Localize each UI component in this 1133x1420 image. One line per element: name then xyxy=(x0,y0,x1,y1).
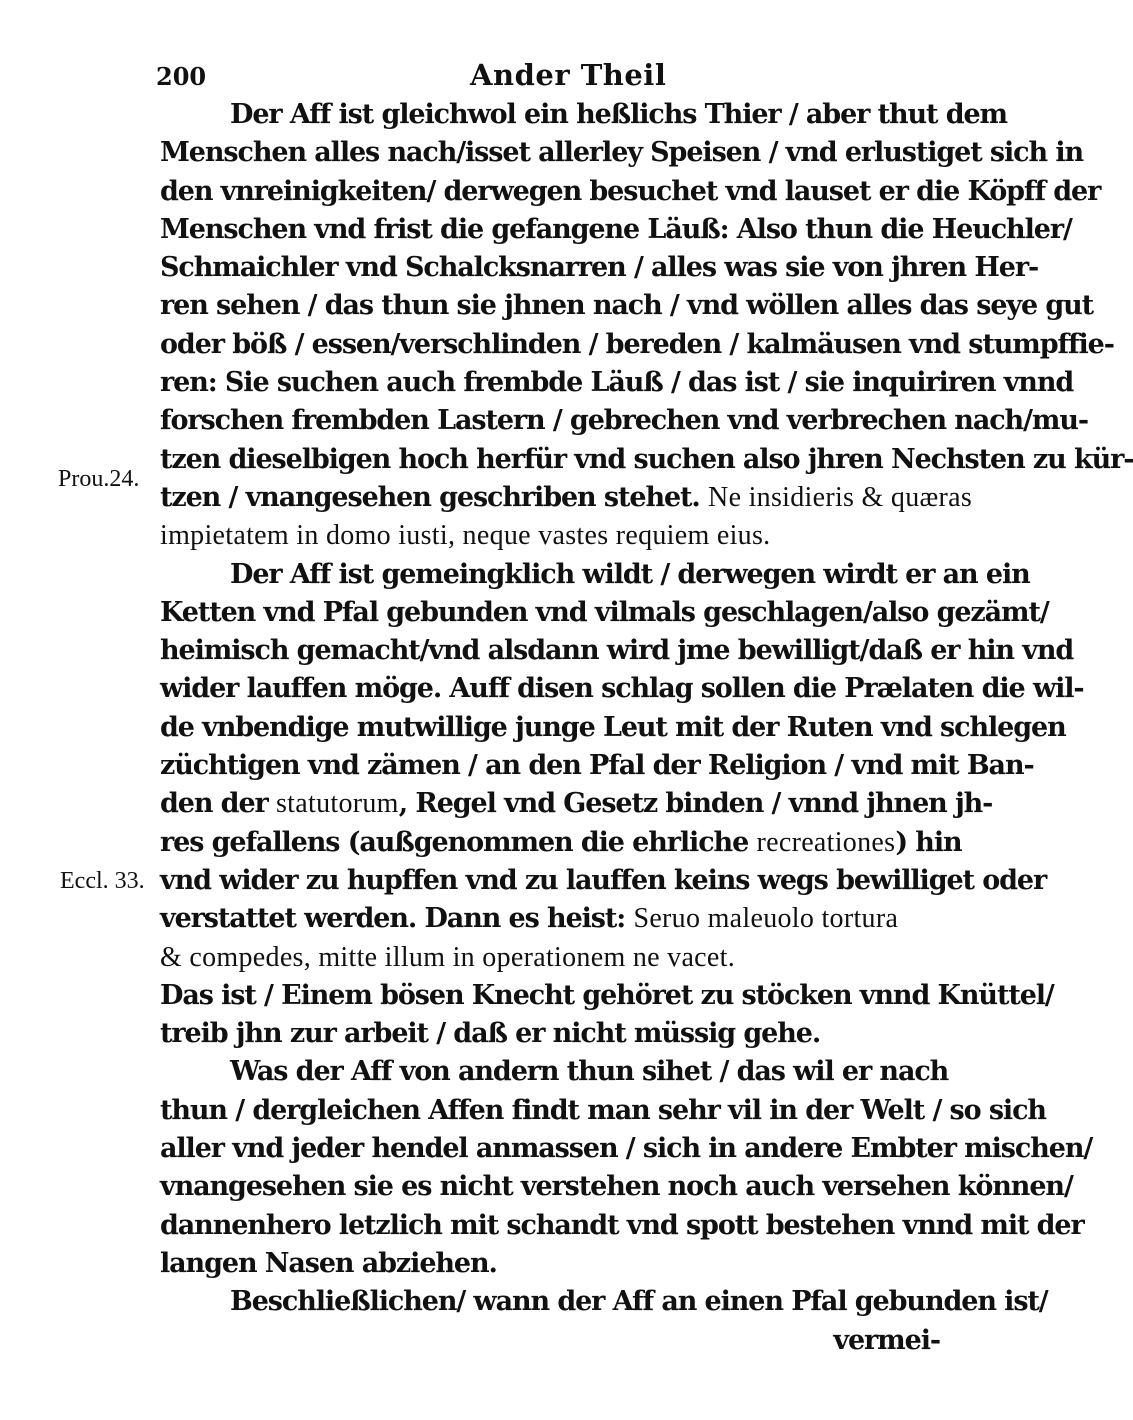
margin-note-ecclesiasticus: Eccl. 33. xyxy=(60,868,145,894)
latin-term: recreationes xyxy=(756,826,896,858)
text-line: forschen frembden Lastern / gebrechen vnd verbrechen nach/mu- xyxy=(160,405,1088,437)
text-line: de vnbendige mutwillige junge Leut mit der Ruten vnd schlegen xyxy=(160,711,1066,743)
text-line: thun / dergleichen Affen findt man sehr vil in der Welt / so sich xyxy=(160,1094,1046,1126)
latin-quotation: & compedes, mitte illum in operationem ne vacet. xyxy=(160,941,736,973)
text-line: aller vnd jeder hendel anmassen / sich in andere Embter mischen/ xyxy=(160,1133,1093,1165)
text-line: heimisch gemacht/vnd alsdann wird jme bewilligt/daß er hin vnd xyxy=(160,635,1074,667)
text-line: tzen dieselbigen hoch herfür vnd suchen also jhren Nechsten zu kür- xyxy=(160,443,1133,475)
text-line: Das ist / Einem bösen Knecht gehöret zu stöcken vnnd Knüttel/ xyxy=(160,979,1054,1011)
text-line: den vnreinigkeiten/ derwegen besuchet vnd lauset er die Köpff der xyxy=(160,175,1101,207)
text-line: wider lauffen möge. Auff disen schlag sollen die Prælaten die wil- xyxy=(160,673,1084,705)
text-line: Der Aff ist gemeingklich wildt / derwegen wirdt er an ein xyxy=(230,558,1030,590)
body-text xyxy=(160,96,1133,1360)
text-line: Der Aff ist gleichwol ein heßlichs Thier / aber thut dem xyxy=(230,99,1008,130)
text-line: züchtigen vnd zämen / an den Pfal der Religion / vnd mit Ban- xyxy=(160,750,1034,782)
text-line: verstattet werden. Dann es heist: Seruo maleuolo tortura xyxy=(160,903,899,935)
text-line: Menschen alles nach/isset allerley Speisen / vnd erlustiget sich in xyxy=(160,137,1084,169)
text-line: ren: Sie suchen auch frembde Läuß / das ist / sie inquiriren vnnd xyxy=(160,367,1074,399)
text-line: Schmaichler vnd Schalcksnarren / alles was sie von jhren Her- xyxy=(160,252,1039,284)
latin-quotation: impietatem in domo iusti, neque vastes requiem eius. xyxy=(160,520,771,552)
text-line: tzen / vnangesehen geschriben stehet. Ne insidieris & quæras xyxy=(160,481,973,513)
margin-note-proverbs: Prou.24. xyxy=(58,466,140,492)
text-line: den der statutorum, Regel vnd Gesetz binden / vnnd jhnen jh- xyxy=(160,788,993,820)
text-line: langen Nasen abziehen. xyxy=(160,1247,497,1279)
text-line xyxy=(160,939,950,977)
latin-term: statutorum xyxy=(275,788,399,820)
text-line: vnd wider zu hupffen vnd zu lauffen keins wegs bewilliget oder xyxy=(160,864,1047,896)
running-head: Ander Theil xyxy=(470,58,667,92)
text-line: vnangesehen sie es nicht verstehen noch auch versehen können/ xyxy=(160,1171,1073,1203)
text-line: res gefallens (außgenommen die ehrliche recreationes) hin xyxy=(160,826,962,858)
text-line: Beschließlichen/ wann der Aff an einen Pfal gebunden ist/ xyxy=(230,1286,1048,1318)
catchword: vermei- xyxy=(833,1324,940,1356)
page-header xyxy=(150,52,950,96)
text-line: dannenhero letzlich mit schandt vnd spott bestehen vnnd mit der xyxy=(160,1209,1084,1241)
text-line: ren sehen / das thun sie jhnen nach / vnd wöllen alles das seye gut xyxy=(160,290,1094,322)
latin-quotation: Ne insidieris & quæras xyxy=(708,481,973,513)
text-line: Ketten vnd Pfal gebunden vnd vilmals geschlagen/also gezämt/ xyxy=(160,596,1049,628)
text-line: oder böß / essen/verschlinden / bereden / kalmäusen vnd stumpffie- xyxy=(160,328,1114,360)
latin-quotation: Seruo maleuolo tortura xyxy=(633,903,899,935)
text-line: Was der Aff von andern thun sihet / das wil er nach xyxy=(230,1056,949,1088)
text-line: treib jhn zur arbeit / daß er nicht müssig gehe. xyxy=(160,1018,821,1050)
text-line: Menschen vnd frist die gefangene Läuß: Also thun die Heuchler/ xyxy=(160,213,1072,245)
page-number: 200 xyxy=(156,62,207,91)
text-line xyxy=(160,517,950,555)
